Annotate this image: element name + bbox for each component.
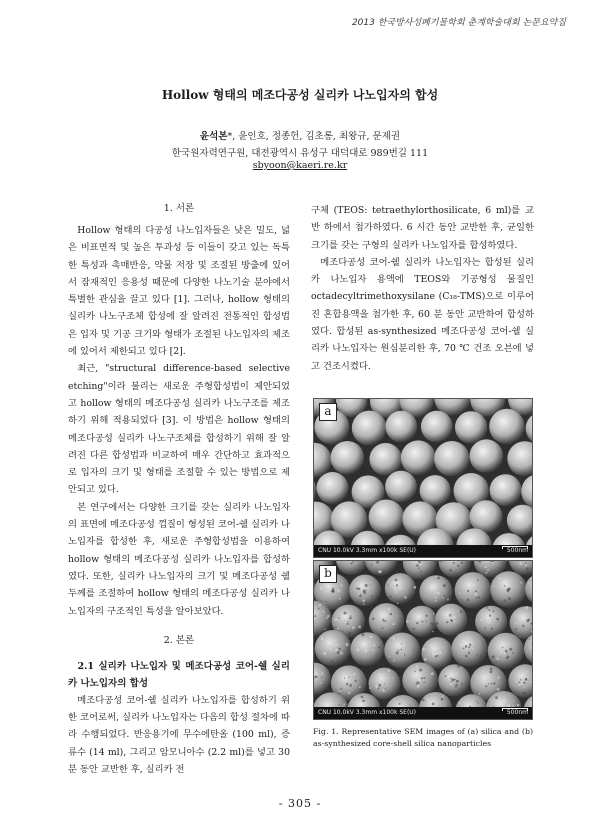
author-list bbox=[0, 128, 600, 142]
running-header: 2013 한국방사성폐기물학회 춘계학술대회 논문요약집 bbox=[351, 18, 566, 28]
page-number: - 305 - bbox=[278, 797, 322, 810]
author-email: sbyoon@kaeri.re.kr bbox=[252, 160, 348, 171]
panel-label-b: b bbox=[319, 565, 337, 583]
sem-image-silica bbox=[314, 399, 532, 557]
body-paragraph-1: 메조다공성 코어-쉘 실리카 나노입자를 합성하기 위한 코어로써, 실리카 나노입자는 다음의 합성 절차에 따라 수행되었다. 반응용기에 무수에탄올 (100 ml), 증류수 (14 ml), 그리고 암모니아수 (2.2 ml)를 넣고 30 분 동안 교반한 후, 실리카 전 bbox=[68, 694, 290, 776]
intro-paragraph-2: 최근, "structural difference-based selective etching"이라 불리는 새로운 주형합성법이 제안되었고 hollow 형태의 메조다공성 실리카 나노구조를 제조하기 위해 적용되었다 [3]. 이 방법은 hollow 형태의 메조다공성 실리카 나노구조체를 합성하기 위해 잘 알려진 다른 합성법과 비교하여 매우 간단하고 효과적으로 입자의 크기 및 형태를 조절할 수 있는 방법으로 제안되고 있다. bbox=[68, 363, 290, 496]
section-heading-body: 2. 본론 bbox=[163, 634, 195, 646]
right-paragraph-1: 구체 (TEOS: tetraethylorthosilicate, 6 ml)를 교반 하에서 첨가하였다. 6 시간 동안 교반한 후, 균일한 크기를 갖는 구형의 실리카 나노입자를 합성하였다. bbox=[311, 205, 534, 251]
section-heading-intro: 1. 서론 bbox=[163, 203, 195, 214]
sem-info-bar-a bbox=[314, 545, 532, 557]
panel-label-a: a bbox=[319, 403, 337, 421]
sem-info-a: CNU 10.0kV 3.3mm x100k SE(U) bbox=[318, 547, 417, 554]
sem-info-bar-b bbox=[314, 707, 532, 719]
sem-panel-b bbox=[313, 560, 533, 720]
sem-figure bbox=[313, 398, 533, 750]
right-column bbox=[311, 202, 534, 375]
right-paragraph-2: 메조다공성 코어-쉘 실리카 나노입자는 합성된 실리카 나노입자 용액에 TEOS와 기공형성 물질인 octadecyltrimethoxysilane (C₁₈-TMS)으로 이루어진 혼합용액을 첨가한 후, 60 분 동안 교반하여 합성하였다. 합성된 as-synthesized 메조다공성 코어-쉘 실리카 나노입자는 원심분리한 후, 70 ℃ 건조 오븐에 넣고 건조시켰다. bbox=[311, 256, 534, 372]
subsection-heading: 2.1 실리카 나노입자 및 메조다공성 코어-쉘 실리카 나노입자의 합성 bbox=[68, 660, 290, 689]
scale-bar-a: 500nm bbox=[507, 545, 528, 557]
sem-image-core-shell bbox=[314, 561, 532, 719]
sem-panel-a bbox=[313, 398, 533, 558]
figure-caption: Fig. 1. Representative SEM images of (a) silica and (b) as-synthesized core-shell silica nanoparticles bbox=[313, 727, 533, 748]
scale-bar-b: 500nm bbox=[507, 707, 528, 719]
paper-title: Hollow 형태의 메조다공성 실리카 나노입자의 합성 bbox=[161, 88, 439, 102]
left-column bbox=[68, 202, 290, 778]
presenting-author: 윤석본 bbox=[199, 131, 228, 142]
sem-info-b: CNU 10.0kV 3.3mm x100k SE(U) bbox=[318, 709, 417, 716]
intro-paragraph-1: Hollow 형태의 다공성 나노입자들은 낮은 밀도, 넓은 비표면적 및 높은 투과성 등 이들이 갖고 있는 독특한 특성과 촉매반응, 약물 저장 및 조절된 방출에 있어서 잠재적인 응용성 때문에 다양한 나노기술 분야에서 특별한 관심을 끌고 있다 [1]. 그러나, hollow 형태의 실리카 나노구조체 합성에 잘 알려진 전통적인 합성법은 입자 및 기공 크기와 형태가 조절된 나노입자의 제조에 있어서 제한되고 있다 [2]. bbox=[68, 225, 290, 358]
intro-paragraph-3: 본 연구에서는 다양한 크기를 갖는 실리카 나노입자의 표면에 메조다공성 껍질이 형성된 코어-쉘 실리카 나노입자를 합성한 후, 새로운 주형합성법을 이용하여 hollow 형태의 메조다공성 실리카 나노입자를 합성하였다. 또한, 실리카 나노입자의 크기 및 메조다공성 쉘 두께를 조절하여 hollow 형태의 메조다공성 실리카 나노입자의 구조적인 특성을 알아보았다. bbox=[68, 501, 290, 617]
affiliation: 한국원자력연구원, 대전광역시 유성구 대덕대로 989번길 111 bbox=[171, 148, 429, 159]
co-authors: *, 윤인호, 정종헌, 김초롱, 최왕규, 문제권 bbox=[227, 131, 401, 142]
